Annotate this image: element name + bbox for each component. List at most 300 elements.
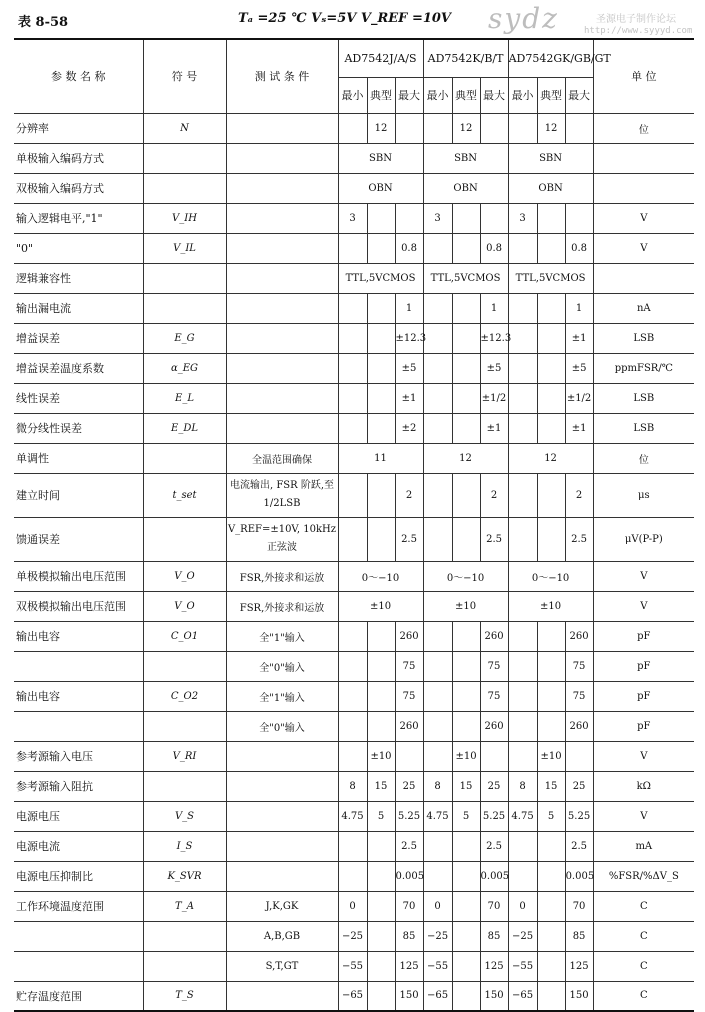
col-param: 参 数 名 称 <box>14 39 143 113</box>
value-cell: 150 <box>395 981 423 1011</box>
test-condition-cell: 全"0"输入 <box>226 651 338 681</box>
value-cell: 70 <box>480 891 508 921</box>
value-cell: 125 <box>565 951 593 981</box>
value-cell <box>508 473 537 517</box>
value-cell: 150 <box>480 981 508 1011</box>
group-span-cell: 0～−10 <box>338 561 423 591</box>
unit-cell: pF <box>593 651 694 681</box>
col-group-3: AD7542GK/GB/GT <box>508 39 593 77</box>
value-cell <box>367 621 395 651</box>
param-cell: 参考源输入阻抗 <box>14 771 143 801</box>
group-span-cell: OBN <box>338 173 423 203</box>
unit-cell: nA <box>593 293 694 323</box>
watermark <box>488 2 705 42</box>
test-condition-cell <box>226 173 338 203</box>
value-cell <box>452 413 480 443</box>
unit-cell: C <box>593 981 694 1011</box>
value-cell: −55 <box>423 951 452 981</box>
sub-header-min: 最小 <box>508 77 537 113</box>
value-cell <box>537 517 565 561</box>
value-cell: −25 <box>338 921 367 951</box>
value-cell: −65 <box>508 981 537 1011</box>
table-row <box>14 921 694 951</box>
test-condition-cell: 全"1"输入 <box>226 621 338 651</box>
spec-table <box>14 38 694 1012</box>
value-cell <box>423 711 452 741</box>
value-cell: 5.25 <box>565 801 593 831</box>
group-span-cell: ±10 <box>423 591 508 621</box>
value-cell: ±1 <box>565 323 593 353</box>
value-cell <box>537 383 565 413</box>
table-row <box>14 891 694 921</box>
value-cell: 25 <box>480 771 508 801</box>
table-row <box>14 143 694 173</box>
unit-cell: LSB <box>593 383 694 413</box>
value-cell <box>338 383 367 413</box>
value-cell: 5.25 <box>395 801 423 831</box>
value-cell <box>395 741 423 771</box>
value-cell <box>480 113 508 143</box>
test-condition-cell <box>226 293 338 323</box>
test-condition-cell: S,T,GT <box>226 951 338 981</box>
symbol-cell <box>143 173 226 203</box>
value-cell: ±10 <box>367 741 395 771</box>
value-cell: 75 <box>395 681 423 711</box>
value-cell: 5 <box>537 801 565 831</box>
value-cell: −25 <box>423 921 452 951</box>
value-cell <box>423 681 452 711</box>
value-cell: 0.005 <box>565 861 593 891</box>
value-cell <box>508 861 537 891</box>
param-cell: 双极输入编码方式 <box>14 173 143 203</box>
value-cell: −25 <box>508 921 537 951</box>
watermark-url: http://www.syyyd.com <box>584 26 693 36</box>
unit-cell: V <box>593 561 694 591</box>
value-cell: 260 <box>480 711 508 741</box>
sub-header-typ: 典型 <box>367 77 395 113</box>
col-group-1: AD7542J/A/S <box>338 39 423 77</box>
test-condition-cell <box>226 323 338 353</box>
value-cell <box>423 473 452 517</box>
value-cell: ±2 <box>395 413 423 443</box>
value-cell <box>508 353 537 383</box>
sub-header-max: 最大 <box>395 77 423 113</box>
value-cell: 1 <box>480 293 508 323</box>
value-cell <box>452 921 480 951</box>
value-cell <box>508 383 537 413</box>
value-cell: 3 <box>338 203 367 233</box>
symbol-cell <box>143 951 226 981</box>
value-cell <box>367 293 395 323</box>
value-cell <box>338 113 367 143</box>
value-cell <box>452 861 480 891</box>
param-cell: 单极模拟输出电压范围 <box>14 561 143 591</box>
param-cell: 分辨率 <box>14 113 143 143</box>
col-symbol: 符 号 <box>143 39 226 113</box>
value-cell <box>452 621 480 651</box>
value-cell <box>508 323 537 353</box>
symbol-cell: V_IL <box>143 233 226 263</box>
symbol-cell <box>143 517 226 561</box>
value-cell <box>338 711 367 741</box>
value-cell <box>367 233 395 263</box>
watermark-text: 圣源电子制作论坛 <box>596 14 676 25</box>
value-cell: 70 <box>565 891 593 921</box>
table-row <box>14 711 694 741</box>
value-cell: 15 <box>537 771 565 801</box>
value-cell <box>338 831 367 861</box>
value-cell: 3 <box>508 203 537 233</box>
value-cell: 2 <box>480 473 508 517</box>
value-cell: 12 <box>452 113 480 143</box>
value-cell: 85 <box>395 921 423 951</box>
value-cell <box>452 233 480 263</box>
value-cell <box>452 891 480 921</box>
table-row <box>14 741 694 771</box>
value-cell: ±1 <box>565 413 593 443</box>
value-cell <box>367 891 395 921</box>
value-cell <box>367 473 395 517</box>
value-cell <box>423 383 452 413</box>
sub-header-min: 最小 <box>423 77 452 113</box>
table-number: 表 8-58 <box>18 15 69 30</box>
table-row <box>14 771 694 801</box>
unit-cell: V <box>593 801 694 831</box>
value-cell <box>338 353 367 383</box>
group-span-cell: 0～−10 <box>423 561 508 591</box>
value-cell <box>508 651 537 681</box>
test-condition-cell: A,B,GB <box>226 921 338 951</box>
table-row <box>14 681 694 711</box>
symbol-cell: E_L <box>143 383 226 413</box>
test-condition-cell <box>226 263 338 293</box>
symbol-cell <box>143 651 226 681</box>
value-cell <box>367 517 395 561</box>
unit-cell: V <box>593 591 694 621</box>
value-cell <box>537 233 565 263</box>
value-cell <box>338 293 367 323</box>
group-span-cell: 12 <box>423 443 508 473</box>
symbol-cell <box>143 921 226 951</box>
value-cell: 25 <box>565 771 593 801</box>
unit-cell: LSB <box>593 413 694 443</box>
value-cell <box>338 323 367 353</box>
value-cell: ±5 <box>565 353 593 383</box>
group-span-cell: ±10 <box>508 591 593 621</box>
table-row <box>14 413 694 443</box>
group-span-cell: SBN <box>423 143 508 173</box>
table-row <box>14 353 694 383</box>
value-cell: ±5 <box>480 353 508 383</box>
value-cell: 8 <box>338 771 367 801</box>
test-condition-cell: J,K,GK <box>226 891 338 921</box>
unit-cell: 位 <box>593 443 694 473</box>
value-cell: 15 <box>367 771 395 801</box>
value-cell: 125 <box>395 951 423 981</box>
symbol-cell: E_DL <box>143 413 226 443</box>
value-cell <box>367 861 395 891</box>
test-condition-cell <box>226 233 338 263</box>
value-cell: 75 <box>480 651 508 681</box>
symbol-cell <box>143 263 226 293</box>
value-cell <box>480 741 508 771</box>
group-span-cell: OBN <box>423 173 508 203</box>
value-cell: 260 <box>395 711 423 741</box>
test-condition-cell <box>226 203 338 233</box>
value-cell <box>452 651 480 681</box>
value-cell <box>423 323 452 353</box>
unit-cell <box>593 173 694 203</box>
value-cell: ±1/2 <box>565 383 593 413</box>
param-cell: 电源电压抑制比 <box>14 861 143 891</box>
sub-header-max: 最大 <box>480 77 508 113</box>
param-cell: 输出电容 <box>14 681 143 711</box>
value-cell <box>423 293 452 323</box>
value-cell <box>537 891 565 921</box>
param-cell <box>14 651 143 681</box>
value-cell <box>537 921 565 951</box>
value-cell: 4.75 <box>338 801 367 831</box>
value-cell <box>338 621 367 651</box>
unit-cell <box>593 263 694 293</box>
value-cell <box>423 353 452 383</box>
table-row <box>14 323 694 353</box>
value-cell <box>508 621 537 651</box>
param-cell: 线性误差 <box>14 383 143 413</box>
value-cell: 260 <box>480 621 508 651</box>
table-row <box>14 113 694 143</box>
table-row <box>14 517 694 561</box>
value-cell <box>452 951 480 981</box>
value-cell <box>338 861 367 891</box>
value-cell <box>338 473 367 517</box>
symbol-cell: T_A <box>143 891 226 921</box>
value-cell: ±1/2 <box>480 383 508 413</box>
value-cell <box>452 293 480 323</box>
value-cell: 0.8 <box>565 233 593 263</box>
symbol-cell: V_IH <box>143 203 226 233</box>
group-span-cell: TTL,5VCMOS <box>508 263 593 293</box>
param-cell: 增益误差 <box>14 323 143 353</box>
symbol-cell: K_SVR <box>143 861 226 891</box>
value-cell <box>508 517 537 561</box>
test-condition-cell: V_REF=±10V, 10kHz 正弦波 <box>226 517 338 561</box>
value-cell <box>423 517 452 561</box>
value-cell <box>423 861 452 891</box>
symbol-cell: V_RI <box>143 741 226 771</box>
param-cell: 逻辑兼容性 <box>14 263 143 293</box>
symbol-cell: V_O <box>143 591 226 621</box>
value-cell <box>423 831 452 861</box>
value-cell: 75 <box>565 681 593 711</box>
unit-cell: %FSR/%ΔV_S <box>593 861 694 891</box>
value-cell: 12 <box>537 113 565 143</box>
value-cell <box>537 711 565 741</box>
group-span-cell: 12 <box>508 443 593 473</box>
value-cell: 260 <box>565 621 593 651</box>
symbol-cell <box>143 771 226 801</box>
unit-cell: C <box>593 891 694 921</box>
col-group-2: AD7542K/B/T <box>423 39 508 77</box>
table-row <box>14 203 694 233</box>
value-cell: −55 <box>338 951 367 981</box>
value-cell: ±12.3 <box>480 323 508 353</box>
table-row <box>14 233 694 263</box>
unit-cell: kΩ <box>593 771 694 801</box>
table-row <box>14 801 694 831</box>
value-cell: 5 <box>367 801 395 831</box>
test-conditions: Tₐ =25 ℃ Vₛ=5V V_REF =10V <box>238 11 452 26</box>
group-span-cell: 11 <box>338 443 423 473</box>
value-cell: ±10 <box>452 741 480 771</box>
symbol-cell: T_S <box>143 981 226 1011</box>
value-cell <box>367 981 395 1011</box>
group-span-cell: SBN <box>338 143 423 173</box>
value-cell <box>508 293 537 323</box>
value-cell: ±12.3 <box>395 323 423 353</box>
value-cell: 5.25 <box>480 801 508 831</box>
value-cell: ±1 <box>395 383 423 413</box>
table-row <box>14 651 694 681</box>
test-condition-cell <box>226 353 338 383</box>
value-cell <box>480 203 508 233</box>
param-cell: 参考源输入电压 <box>14 741 143 771</box>
value-cell <box>537 861 565 891</box>
value-cell <box>565 113 593 143</box>
value-cell <box>537 293 565 323</box>
unit-cell: V <box>593 233 694 263</box>
value-cell: 12 <box>367 113 395 143</box>
test-condition-cell: 全温范围确保 <box>226 443 338 473</box>
unit-cell: μs <box>593 473 694 517</box>
value-cell: 2.5 <box>480 831 508 861</box>
value-cell <box>395 203 423 233</box>
value-cell <box>338 413 367 443</box>
value-cell <box>537 323 565 353</box>
value-cell <box>367 921 395 951</box>
param-cell <box>14 921 143 951</box>
value-cell: 0 <box>423 891 452 921</box>
value-cell <box>423 113 452 143</box>
unit-cell: pF <box>593 711 694 741</box>
value-cell: −65 <box>338 981 367 1011</box>
value-cell <box>508 831 537 861</box>
unit-cell: 位 <box>593 113 694 143</box>
unit-cell: pF <box>593 621 694 651</box>
value-cell: 2.5 <box>565 517 593 561</box>
value-cell: 4.75 <box>423 801 452 831</box>
value-cell: 0.8 <box>480 233 508 263</box>
value-cell <box>367 831 395 861</box>
unit-cell: μV(P-P) <box>593 517 694 561</box>
value-cell <box>508 681 537 711</box>
value-cell: 75 <box>565 651 593 681</box>
value-cell: 2.5 <box>395 517 423 561</box>
value-cell: 0 <box>508 891 537 921</box>
value-cell: ±5 <box>395 353 423 383</box>
value-cell <box>338 681 367 711</box>
table-row <box>14 173 694 203</box>
sub-header-max: 最大 <box>565 77 593 113</box>
value-cell: 5 <box>452 801 480 831</box>
value-cell: 75 <box>480 681 508 711</box>
test-condition-cell: 全"1"输入 <box>226 681 338 711</box>
value-cell: 2.5 <box>395 831 423 861</box>
param-cell: 双极模拟输出电压范围 <box>14 591 143 621</box>
value-cell: 2.5 <box>565 831 593 861</box>
table-row <box>14 981 694 1011</box>
value-cell <box>537 681 565 711</box>
symbol-cell: t_set <box>143 473 226 517</box>
value-cell <box>338 233 367 263</box>
unit-cell: C <box>593 921 694 951</box>
param-cell: 单调性 <box>14 443 143 473</box>
value-cell <box>537 831 565 861</box>
value-cell <box>452 353 480 383</box>
param-cell: 输出电容 <box>14 621 143 651</box>
value-cell <box>537 413 565 443</box>
col-unit: 单 位 <box>593 39 694 113</box>
symbol-cell <box>143 711 226 741</box>
test-condition-cell: 全"0"输入 <box>226 711 338 741</box>
test-condition-cell: FSR,外接求和运放 <box>226 561 338 591</box>
table-row <box>14 443 694 473</box>
value-cell: 25 <box>395 771 423 801</box>
value-cell: 150 <box>565 981 593 1011</box>
symbol-cell: I_S <box>143 831 226 861</box>
group-span-cell: SBN <box>508 143 593 173</box>
value-cell: 4.75 <box>508 801 537 831</box>
param-cell: 电源电流 <box>14 831 143 861</box>
param-cell: 馈通误差 <box>14 517 143 561</box>
value-cell <box>452 203 480 233</box>
value-cell <box>367 413 395 443</box>
group-span-cell: TTL,5VCMOS <box>423 263 508 293</box>
value-cell <box>452 711 480 741</box>
test-condition-cell: FSR,外接求和运放 <box>226 591 338 621</box>
value-cell: 2 <box>395 473 423 517</box>
param-cell: 工作环境温度范围 <box>14 891 143 921</box>
value-cell <box>423 621 452 651</box>
value-cell <box>508 741 537 771</box>
value-cell <box>423 651 452 681</box>
param-cell: 输出漏电流 <box>14 293 143 323</box>
symbol-cell <box>143 143 226 173</box>
value-cell <box>452 981 480 1011</box>
unit-cell <box>593 143 694 173</box>
value-cell <box>367 353 395 383</box>
symbol-cell: C_O2 <box>143 681 226 711</box>
symbol-cell: α_EG <box>143 353 226 383</box>
group-span-cell: 0～−10 <box>508 561 593 591</box>
group-span-cell: TTL,5VCMOS <box>338 263 423 293</box>
param-cell: 建立时间 <box>14 473 143 517</box>
value-cell <box>537 951 565 981</box>
test-condition-cell <box>226 383 338 413</box>
value-cell: 70 <box>395 891 423 921</box>
value-cell <box>537 621 565 651</box>
symbol-cell: V_S <box>143 801 226 831</box>
value-cell <box>537 203 565 233</box>
value-cell <box>452 831 480 861</box>
value-cell: 0 <box>338 891 367 921</box>
value-cell <box>367 711 395 741</box>
value-cell <box>367 651 395 681</box>
group-span-cell: OBN <box>508 173 593 203</box>
unit-cell: V <box>593 741 694 771</box>
value-cell <box>537 353 565 383</box>
value-cell <box>508 113 537 143</box>
